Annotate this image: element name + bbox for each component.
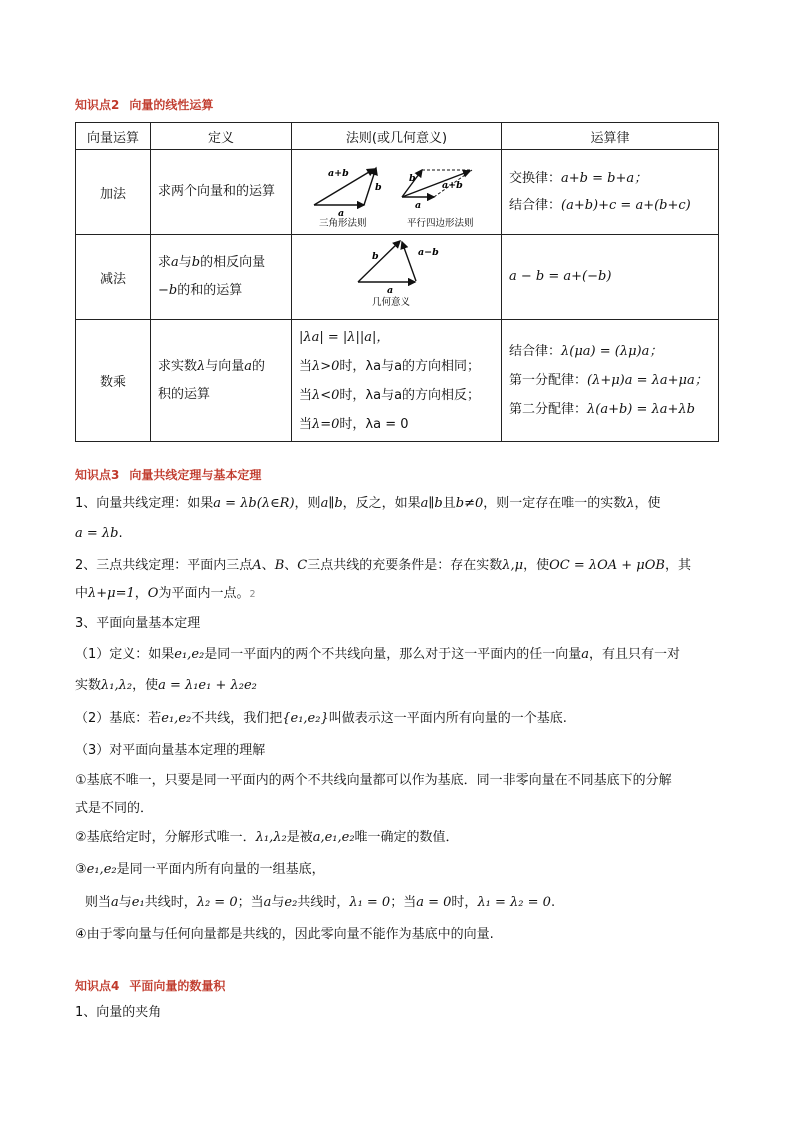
section-title: 向量的线性运算	[129, 98, 214, 112]
first-distributive-law: 第一分配律：(λ+μ)a = λa+μa；	[509, 373, 708, 388]
label-b: b	[409, 173, 416, 184]
operation-name: 数乘	[76, 320, 151, 442]
header-cell: 定义	[151, 123, 292, 150]
addition-figures	[292, 150, 500, 230]
geometric-meaning-caption: 几何意义	[372, 297, 411, 308]
definition-cell: 求a与b的相反向量 −b的和的运算	[151, 235, 292, 320]
table-row-addition	[76, 150, 719, 235]
laws-cell	[502, 150, 719, 235]
operation-name: 减法	[76, 235, 151, 320]
magnitude-rule: |λa| = |λ||a|，	[299, 329, 390, 345]
definition-line2: 实数λ₁,λ₂，使a = λ₁e₁ + λ₂e₂	[75, 678, 257, 693]
laws-cell	[502, 235, 719, 320]
label-a: a	[387, 285, 394, 296]
three-points-theorem-line1: 2、三点共线定理：平面内三点A、B、C三点共线的充要条件是：存在实数λ,μ，使OC = λOA + μOB，其	[75, 558, 691, 573]
definition-line1: （1）定义：如果e₁,e₂是同一平面内的两个不共线向量，那么对于这一平面内的任一向量a，有且只有一对	[75, 647, 681, 662]
section-heading-4	[75, 977, 225, 994]
section-heading-3	[75, 466, 261, 483]
laws-cell	[502, 320, 719, 442]
point-two: ②基底给定时，分解形式唯一．λ₁,λ₂是被a,e₁,e₂唯一确定的数值．	[75, 830, 459, 845]
three-points-theorem-line2: 中λ+μ=1，O为平面内一点。2	[75, 586, 256, 601]
header-cell: 运算律	[502, 123, 719, 150]
label-a-plus-b: a+b	[442, 180, 463, 191]
definition-cell: 求实数λ与向量a的 积的运算	[151, 320, 292, 442]
table-row-subtraction	[76, 235, 719, 320]
point-three-detail: 则当a与e₁共线时，λ₂ = 0；当a与e₂共线时，λ₁ = 0；当a = 0时，λ₁ = λ₂ = 0.	[85, 895, 556, 910]
point-three: ③e₁,e₂是同一平面内所有向量的一组基底，	[75, 862, 325, 877]
associative-law: 结合律：(a+b)+c = a+(b+c)	[509, 198, 691, 213]
understanding-heading: （3）对平面向量基本定理的理解	[75, 743, 266, 758]
subtraction-figure	[292, 235, 500, 315]
linear-operations-table	[75, 122, 719, 442]
rule-figure-cell	[292, 235, 502, 320]
parallelogram-rule-caption: 平行四边形法则	[407, 218, 474, 229]
label-a-minus-b: a−b	[418, 247, 439, 258]
basis-definition: （2）基底：若e₁,e₂不共线，我们把{e₁,e₂}叫做表示这一平面内所有向量的一个基底.	[75, 711, 567, 726]
label-a: a	[415, 200, 422, 211]
second-distributive-law: 第二分配律：λ(a+b) = λa+λb	[509, 402, 695, 417]
basic-theorem-heading: 3、平面向量基本定理	[75, 616, 201, 631]
header-cell: 法则(或几何意义)	[292, 123, 502, 150]
point-one-line1: ①基底不唯一，只要是同一平面内的两个不共线向量都可以作为基底．同一非零向量在不同基底下的分解	[75, 773, 672, 788]
associative-law: 结合律：λ(μa) = (λμ)a；	[509, 344, 663, 359]
section-number: 知识点4	[75, 979, 120, 993]
label-b: b	[375, 182, 382, 193]
section-title: 平面向量的数量积	[129, 979, 226, 993]
triangle-rule-diagram	[314, 168, 382, 229]
point-one-line2: 式是不同的．	[75, 801, 154, 816]
table-header-row	[76, 123, 719, 150]
section-number: 知识点3	[75, 468, 120, 482]
subtraction-law: a − b = a+(−b)	[509, 269, 612, 284]
commutative-law: 交换律：a+b = b+a；	[509, 171, 648, 186]
collinear-theorem-line1: 1、向量共线定理：如果a = λb(λ∈R)，则a∥b，反之，如果a∥b且b≠0，则一定存在唯一的实数λ，使	[75, 496, 661, 511]
section-heading-2	[75, 96, 213, 113]
section-title: 向量共线定理与基本定理	[129, 468, 262, 482]
triangle-rule-caption: 三角形法则	[319, 218, 367, 229]
vector-angle-heading: 1、向量的夹角	[75, 1005, 162, 1020]
label-b: b	[372, 251, 379, 262]
rule-figure-cell	[292, 150, 502, 235]
collinear-theorem-line2: a = λb.	[75, 526, 123, 541]
operation-name: 加法	[76, 150, 151, 235]
positive-rule: 当λ>0时，λa与a的方向相同；	[299, 358, 481, 374]
negative-rule: 当λ<0时，λa与a的方向相反；	[299, 387, 481, 403]
subtraction-diagram	[358, 241, 439, 308]
label-a-plus-b: a+b	[328, 168, 349, 179]
point-four: ④由于零向量与任何向量都是共线的，因此零向量不能作为基底中的向量.	[75, 927, 494, 942]
label-a: a	[338, 208, 345, 219]
header-cell: 向量运算	[76, 123, 151, 150]
rule-cell	[292, 320, 502, 442]
zero-rule: 当λ=0时，λa = 0	[299, 416, 409, 432]
parallelogram-rule-diagram	[402, 170, 474, 229]
section-number: 知识点2	[75, 98, 120, 112]
table-row-scalar-multiplication	[76, 320, 719, 442]
definition-cell: 求两个向量和的运算	[151, 150, 292, 235]
